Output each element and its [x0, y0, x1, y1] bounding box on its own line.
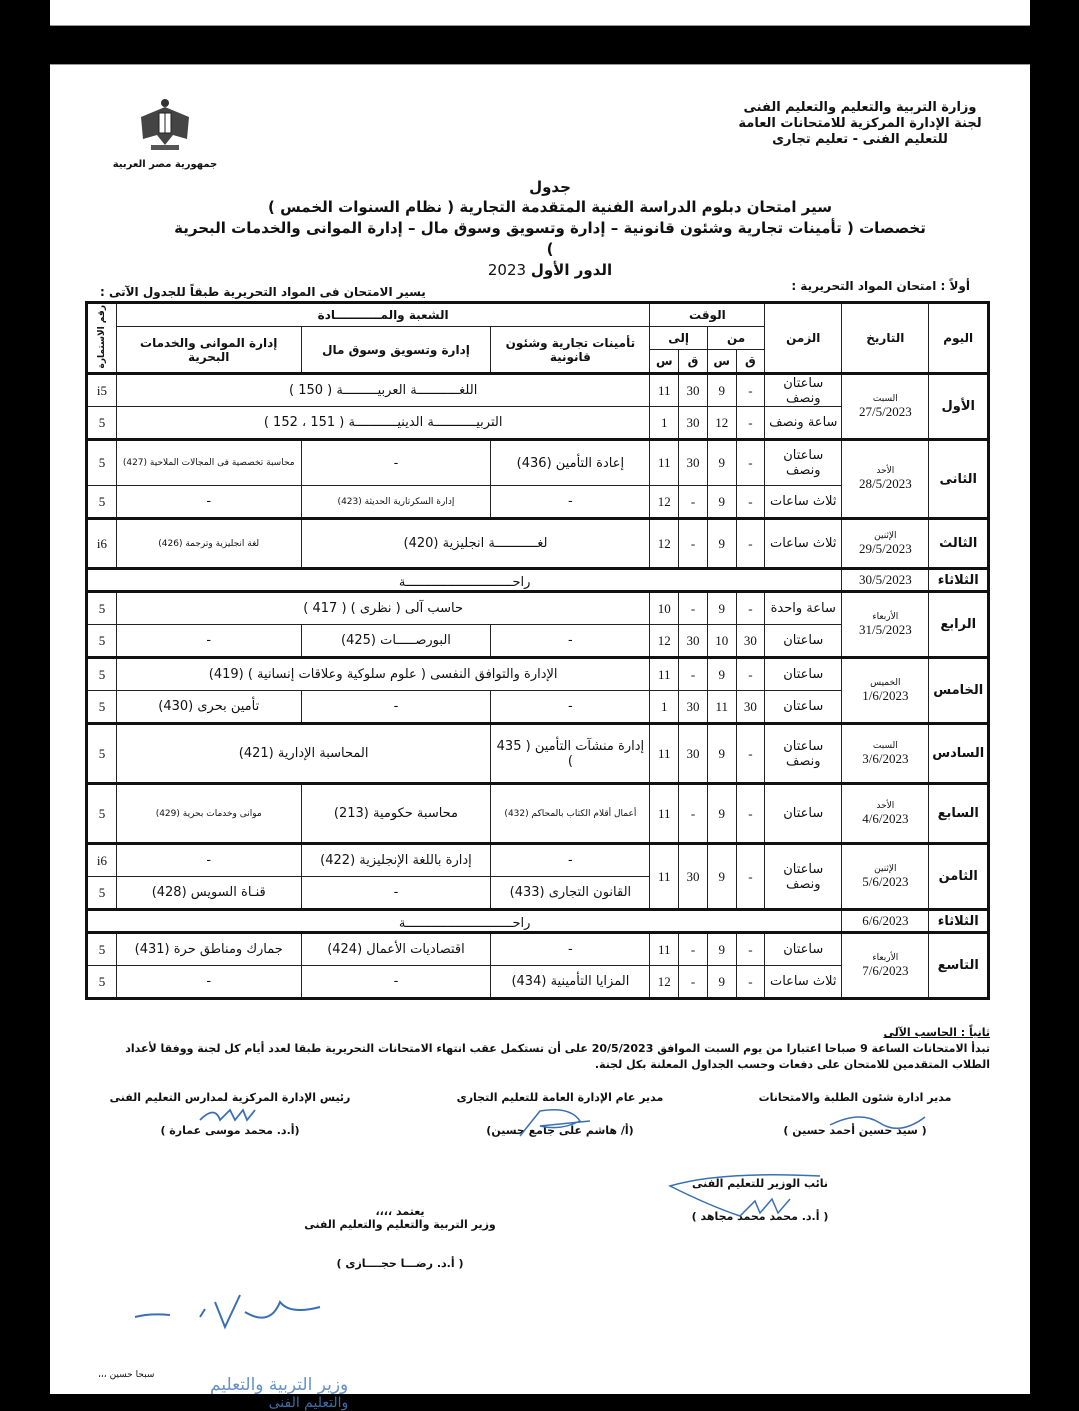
from-minute: - — [736, 658, 765, 691]
duration-cell: ساعتان — [765, 658, 842, 691]
day-cell: الثلاثاء — [929, 569, 989, 592]
approve-label: يعتمد ،،،، — [375, 1205, 425, 1218]
subject-insurance-marketing: لغـــــــــــة انجليزية (420) — [301, 519, 650, 569]
table-row — [87, 658, 989, 691]
subject-marketing: - — [301, 440, 491, 486]
from-hour: 9 — [707, 440, 736, 486]
from-minute: 30 — [736, 625, 765, 658]
subject-ports: - — [116, 486, 301, 519]
signature-name: ( سيد حسين أحمد حسين ) — [783, 1124, 927, 1137]
signature-block-students-affairs — [740, 1091, 970, 1137]
form-number: 5 — [87, 933, 117, 966]
header-to: إلى — [650, 327, 707, 350]
subject-ports: محاسبة تخصصية فى المجالات الملاحية (427) — [116, 440, 301, 486]
subject-marketing: إدارة السكرتارية الحديثة (423) — [301, 486, 491, 519]
from-hour: 9 — [707, 724, 736, 784]
handwritten-signature-icon — [510, 1101, 600, 1141]
to-minute: 30 — [679, 407, 708, 440]
from-minute: - — [736, 724, 765, 784]
form-number: 5 — [87, 724, 117, 784]
to-minute: - — [679, 966, 708, 999]
from-hour: 11 — [707, 691, 736, 724]
stamp-line: وزير التربية والتعليم — [210, 1375, 349, 1395]
to-hour: 12 — [650, 625, 679, 658]
date-cell: السبت 3/6/2023 — [842, 724, 929, 784]
subject-marketing: - — [301, 877, 491, 910]
form-number: 5 — [87, 625, 117, 658]
to-hour: 12 — [650, 966, 679, 999]
subject-insurance: إدارة منشآت التأمين ( 435 ) — [491, 724, 650, 784]
minister-signature-icon — [130, 1287, 330, 1337]
to-hour: 11 — [650, 724, 679, 784]
date-cell: الإثنين 5/6/2023 — [842, 844, 929, 910]
form-number: 5 — [87, 658, 117, 691]
to-minute: 30 — [679, 844, 708, 910]
day-cell: السادس — [929, 724, 989, 784]
from-hour: 9 — [707, 374, 736, 407]
subject-ports: - — [116, 625, 301, 658]
subject-all: اللغـــــــــــة العربيـــــــــة ( 150 ) — [116, 374, 650, 407]
date-cell: الإثنين 29/5/2023 — [842, 519, 929, 569]
duration-cell: ساعتان — [765, 784, 842, 844]
form-number: 5 — [87, 966, 117, 999]
duration-cell: ساعتان — [765, 625, 842, 658]
to-minute: - — [679, 519, 708, 569]
to-minute: - — [679, 658, 708, 691]
round-year: 2023 — [487, 261, 527, 279]
duration-cell: ثلاث ساعات — [765, 486, 842, 519]
header-date: التاريخ — [842, 303, 929, 374]
subject-marketing-ports: المحاسبة الإدارية (421) — [116, 724, 491, 784]
subject-ports: موانى وخدمات بحرية (429) — [116, 784, 301, 844]
duration-cell: ساعتان — [765, 691, 842, 724]
form-number: 5 — [87, 407, 117, 440]
header-ports: إدارة الموانى والخدمات البحرية — [116, 327, 301, 374]
to-minute: 30 — [679, 374, 708, 407]
day-cell: السابع — [929, 784, 989, 844]
subject-insurance: - — [491, 933, 650, 966]
header-time: الوقت — [650, 303, 765, 327]
ministry-header — [730, 100, 990, 148]
table-row — [87, 374, 989, 407]
subject-insurance: إعادة التأمين (436) — [491, 440, 650, 486]
section-computer — [90, 1025, 990, 1073]
duration-cell: ساعتان — [765, 933, 842, 966]
title-round — [170, 260, 930, 281]
from-hour: 12 — [707, 407, 736, 440]
exam-schedule-table — [85, 301, 990, 1000]
header-branch-subject: الشعبة والمـــــــــــادة — [116, 303, 650, 327]
from-hour: 9 — [707, 844, 736, 910]
title-specializations: تخصصات ( تأمينات تجارية وشئون قانونية – إدارة وتسويق وسوق مال – إدارة الموانى والخدمات البحرية ) — [174, 219, 926, 258]
handwritten-signature-icon — [820, 1105, 930, 1135]
section-written-intro: يسير الامتحان فى المواد التحريرية طبقاً للجدول الآتى : — [100, 285, 426, 299]
from-minute: - — [736, 933, 765, 966]
section-computer-label: ثانياً : الحاسب الآلى — [883, 1026, 990, 1039]
signature-block-deputy-minister — [660, 1177, 860, 1223]
to-hour: 12 — [650, 486, 679, 519]
duration-cell: ساعة واحدة — [765, 592, 842, 625]
date-cell: 6/6/2023 — [842, 910, 929, 933]
signature-name: (أ/ هاشم على جامع حسين) — [486, 1124, 634, 1137]
section-written-label: أولاً : امتحان المواد التحريرية : — [791, 279, 970, 293]
day-cell: الأول — [929, 374, 989, 440]
top-page-strip — [50, 0, 1030, 26]
round-label: الدور الأول — [530, 261, 613, 279]
rest-day: راحــــــــــــــــــــــــــــة — [87, 569, 842, 592]
to-minute: 30 — [679, 440, 708, 486]
header-hour: س — [650, 350, 679, 374]
day-cell: التاسع — [929, 933, 989, 999]
state-emblem — [110, 95, 220, 170]
duration-cell: ساعتان ونصف — [765, 374, 842, 407]
section-computer-text: تبدأ الامتحانات الساعة 9 صباحا اعتبارا من يوم السبت الموافق 20/5/2023 على أن تستكمل عقب انتهاء الامتحانات التحريرية طبقا لعدد أيام كل لجنة ووفقا لأعداد الطلاب المتقدمين للامتحان على دفعات وحسب الجداول المعلنة بكل لجنة. — [125, 1042, 990, 1071]
subject-marketing: البورصـــــات (425) — [301, 625, 491, 658]
from-hour: 9 — [707, 966, 736, 999]
date-cell: الخميس 1/6/2023 — [842, 658, 929, 724]
form-number: i5 — [87, 374, 117, 407]
subject-insurance: - — [491, 691, 650, 724]
day-cell: الثلاثاء — [929, 910, 989, 933]
table-row — [87, 592, 989, 625]
subject-marketing: إدارة باللغة الإنجليزية (422) — [301, 844, 491, 877]
from-hour: 9 — [707, 519, 736, 569]
form-number: i6 — [87, 519, 117, 569]
title-exam: سير امتحان دبلوم الدراسة الفنية المتقدمة التجارية ( نظام السنوات الخمس ) — [268, 198, 832, 216]
duration-cell: ساعة ونصف — [765, 407, 842, 440]
date-cell: الأحد 4/6/2023 — [842, 784, 929, 844]
from-minute: 30 — [736, 691, 765, 724]
subject-all: حاسب آلى ( نظرى ) ( 417 ) — [116, 592, 650, 625]
stamp-line: والتعليم الفنى — [268, 1395, 349, 1411]
subject-ports: تأمين بحرى (430) — [116, 691, 301, 724]
subject-marketing: - — [301, 966, 491, 999]
to-hour: 10 — [650, 592, 679, 625]
to-hour: 11 — [650, 440, 679, 486]
form-number: 5 — [87, 691, 117, 724]
from-minute: - — [736, 374, 765, 407]
to-minute: - — [679, 486, 708, 519]
subject-insurance: - — [491, 625, 650, 658]
subject-all: التربيـــــــــــة الدينيـــــــــــة ( 151 ، 152 ) — [116, 407, 650, 440]
subject-insurance: أعمال أقلام الكتاب بالمحاكم (432) — [491, 784, 650, 844]
signature-name: (أ.د. محمد موسى عمارة ) — [160, 1124, 300, 1137]
to-hour: 11 — [650, 933, 679, 966]
to-minute: - — [679, 592, 708, 625]
header-form-number: رقم الاستمارة — [87, 303, 117, 374]
form-number: 5 — [87, 440, 117, 486]
from-minute: - — [736, 407, 765, 440]
from-minute: - — [736, 966, 765, 999]
to-hour: 1 — [650, 691, 679, 724]
header-from: من — [707, 327, 764, 350]
from-hour: 9 — [707, 486, 736, 519]
signature-title: مدير ادارة شئون الطلبة والامتحانات — [758, 1091, 952, 1104]
handwritten-signature-icon — [195, 1105, 265, 1127]
table-row — [87, 724, 989, 784]
subject-ports: - — [116, 844, 301, 877]
subject-marketing: اقتصاديات الأعمال (424) — [301, 933, 491, 966]
duration-cell: ساعتان ونصف — [765, 844, 842, 910]
signature-block-technical-schools — [105, 1091, 355, 1137]
minister-approval — [270, 1205, 530, 1270]
duration-cell: ساعتان ونصف — [765, 724, 842, 784]
to-minute: 30 — [679, 691, 708, 724]
from-hour: 9 — [707, 658, 736, 691]
to-minute: 30 — [679, 724, 708, 784]
form-number: 5 — [87, 877, 117, 910]
header-minute: ق — [679, 350, 708, 374]
to-hour: 1 — [650, 407, 679, 440]
date-cell: الأحد 28/5/2023 — [842, 440, 929, 519]
from-minute: - — [736, 440, 765, 486]
to-hour: 11 — [650, 374, 679, 407]
date-cell: الأربعاء 7/6/2023 — [842, 933, 929, 999]
table-row — [87, 440, 989, 486]
day-cell: الثالث — [929, 519, 989, 569]
ministry-line: وزارة التربية والتعليم والتعليم الفنى — [743, 100, 977, 115]
subject-marketing: - — [301, 691, 491, 724]
to-hour: 11 — [650, 844, 679, 910]
subject-insurance: - — [491, 486, 650, 519]
subject-ports: لغة انجليزية وترجمة (426) — [116, 519, 301, 569]
to-minute: - — [679, 784, 708, 844]
header-hour: س — [707, 350, 736, 374]
signature-title: رئيس الإدارة المركزية لمدارس التعليم الفنى — [109, 1091, 351, 1104]
ministry-stamp — [210, 1375, 348, 1411]
header-day: اليوم — [929, 303, 989, 374]
from-hour: 10 — [707, 625, 736, 658]
signature-title: نائب الوزير للتعليم الفنى — [692, 1177, 828, 1190]
subject-all: الإدارة والتوافق النفسى ( علوم سلوكية وعلاقات إنسانية ) (419) — [116, 658, 650, 691]
subject-marketing: محاسبة حكومية (213) — [301, 784, 491, 844]
header-duration: الزمن — [765, 303, 842, 374]
date-cell: الأربعاء 31/5/2023 — [842, 592, 929, 658]
header-minute: ق — [736, 350, 765, 374]
to-minute: 30 — [679, 625, 708, 658]
from-minute: - — [736, 519, 765, 569]
from-minute: - — [736, 784, 765, 844]
signature-title: مدير عام الإدارة العامة للتعليم التجارى — [456, 1091, 664, 1104]
day-cell: الخامس — [929, 658, 989, 724]
handwritten-signature-icon — [660, 1171, 830, 1221]
form-number: i6 — [87, 844, 117, 877]
subject-ports: جمارك ومناطق حرة (431) — [116, 933, 301, 966]
emblem-label: جمهورية مصر العربية — [112, 159, 218, 170]
day-cell: الثامن — [929, 844, 989, 910]
from-hour: 9 — [707, 784, 736, 844]
from-minute: - — [736, 486, 765, 519]
table-row — [87, 844, 989, 877]
date-cell: السبت 27/5/2023 — [842, 374, 929, 440]
duration-cell: ثلاث ساعات — [765, 519, 842, 569]
form-number: 5 — [87, 592, 117, 625]
subject-ports: قنـاة السويس (428) — [116, 877, 301, 910]
document-page — [50, 64, 1030, 1411]
header-insurance: تأمينات تجارية وشئون قانونية — [491, 327, 650, 374]
signature-block-commercial-education — [440, 1091, 680, 1137]
footnote: سبحا حسين ،،، — [98, 1370, 155, 1380]
subject-insurance: المزايا التأمينية (434) — [491, 966, 650, 999]
table-row-rest — [87, 910, 989, 933]
to-hour: 11 — [650, 784, 679, 844]
form-number: 5 — [87, 784, 117, 844]
subject-insurance: القانون التجارى (433) — [491, 877, 650, 910]
table-row — [87, 933, 989, 966]
minister-title: وزير التربية والتعليم والتعليم الفنى — [304, 1218, 496, 1231]
minister-name: ( أ.د. رضـــا حجــــازى ) — [336, 1257, 464, 1270]
day-cell: الرابع — [929, 592, 989, 658]
table-row-rest — [87, 569, 989, 592]
duration-cell: ثلاث ساعات — [765, 966, 842, 999]
from-minute: - — [736, 592, 765, 625]
duration-cell: ساعتان ونصف — [765, 440, 842, 486]
rest-day: راحــــــــــــــــــــــــــــة — [87, 910, 842, 933]
subject-ports: - — [116, 966, 301, 999]
day-cell: الثانى — [929, 440, 989, 519]
form-number: 5 — [87, 486, 117, 519]
title-schedule: جدول — [529, 178, 571, 196]
date-cell: 30/5/2023 — [842, 569, 929, 592]
eagle-emblem-icon — [135, 95, 195, 155]
from-minute: - — [736, 844, 765, 910]
from-hour: 9 — [707, 592, 736, 625]
ministry-line: للتعليم الفنى - تعليم تجارى — [772, 132, 948, 147]
signature-name: ( أ.د. محمد محمد مجاهد ) — [691, 1210, 829, 1223]
table-row — [87, 519, 989, 569]
subject-insurance: - — [491, 844, 650, 877]
to-hour: 12 — [650, 519, 679, 569]
from-hour: 9 — [707, 933, 736, 966]
header-marketing: إدارة وتسويق وسوق مال — [301, 327, 491, 374]
ministry-line: لجنة الإدارة المركزية للامتحانات العامة — [738, 116, 982, 131]
to-hour: 11 — [650, 658, 679, 691]
table-row — [87, 784, 989, 844]
to-minute: - — [679, 933, 708, 966]
document-titles — [170, 177, 930, 281]
